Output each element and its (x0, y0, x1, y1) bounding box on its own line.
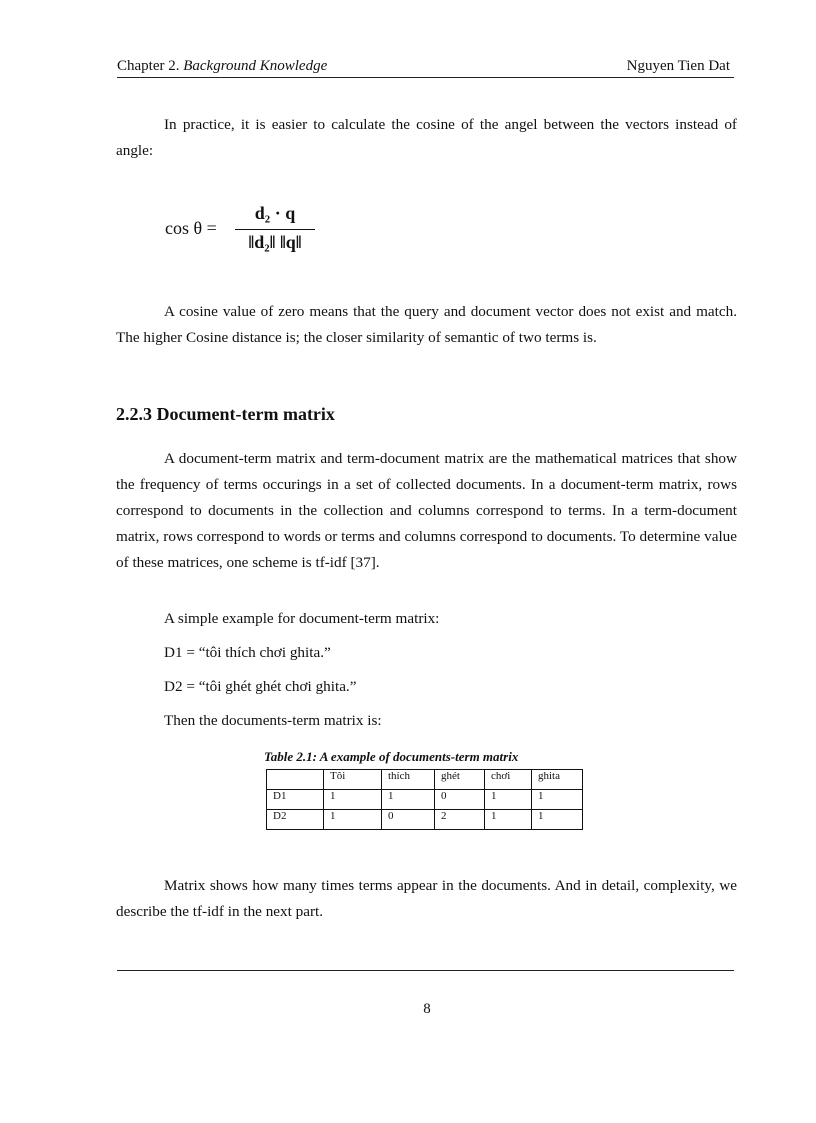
document-term-table (266, 769, 583, 830)
table-cell: 1 (485, 810, 532, 830)
table-row (267, 810, 583, 830)
header-chapter-prefix: Chapter 2. (117, 58, 180, 74)
closing-paragraph: Matrix shows how many times terms appear in the documents. And in detail, complexity, we describe the tf-idf in the next part. (116, 877, 737, 920)
table-cell: 1 (324, 810, 382, 830)
document-d2: D2 = “tôi ghét ghét chơi ghita.” (164, 678, 357, 695)
table-cell: 1 (382, 790, 435, 810)
formula-fraction (235, 203, 315, 253)
formula-numerator: d₂ · q (254, 203, 296, 223)
table-cell: ghita (532, 770, 583, 790)
section-heading: 2.2.3 Document-term matrix (116, 404, 335, 424)
then-line: Then the documents-term matrix is: (164, 712, 382, 729)
table-caption: Table 2.1: A example of documents-term matrix (264, 749, 519, 764)
table-row (267, 790, 583, 810)
header-chapter-title: Background Knowledge (183, 58, 328, 74)
table-cell: 1 (532, 810, 583, 830)
table-cell (267, 770, 324, 790)
page-header (117, 57, 734, 78)
table-cell: D2 (267, 810, 324, 830)
header-chapter (117, 58, 327, 75)
table-cell: thích (382, 770, 435, 790)
table-cell: chơi (485, 770, 532, 790)
table-header-row (267, 770, 583, 790)
footer-rule (117, 970, 734, 971)
table-cell: ghét (435, 770, 485, 790)
table-cell: 1 (485, 790, 532, 810)
header-author: Nguyen Tien Dat (626, 58, 730, 74)
table-cell: 0 (435, 790, 485, 810)
table-cell: 1 (532, 790, 583, 810)
table-cell: D1 (267, 790, 324, 810)
formula-denominator: ‖d₂‖ ‖q‖ (248, 232, 302, 252)
intro-paragraph: In practice, it is easier to calculate the cosine of the angel between the vectors instead of angle: (116, 116, 737, 159)
matrix-paragraph: A document-term matrix and term-document matrix are the mathematical matrices that show the frequency of terms occurings in a set of collected documents. In a document-term matrix, rows correspond to documents in the collection and columns correspond to terms. In a term-document matrix, rows correspond to words or terms and columns correspond to documents. To determine value of these matrices, one scheme is tf-idf [37]. (116, 450, 737, 571)
example-intro: A simple example for document-term matrix: (164, 610, 440, 627)
cosine-paragraph: A cosine value of zero means that the query and document vector does not exist and match. The higher Cosine distance is; the closer similarity of semantic of two terms is. (116, 303, 737, 346)
document-d1: D1 = “tôi thích chơi ghita.” (164, 644, 331, 661)
table-cell: 0 (382, 810, 435, 830)
table-cell: 1 (324, 790, 382, 810)
table-cell: 2 (435, 810, 485, 830)
page-number: 8 (423, 1001, 431, 1017)
fraction-bar (235, 229, 315, 230)
table-cell: Tôi (324, 770, 382, 790)
formula-lhs: cos θ = (165, 218, 217, 238)
